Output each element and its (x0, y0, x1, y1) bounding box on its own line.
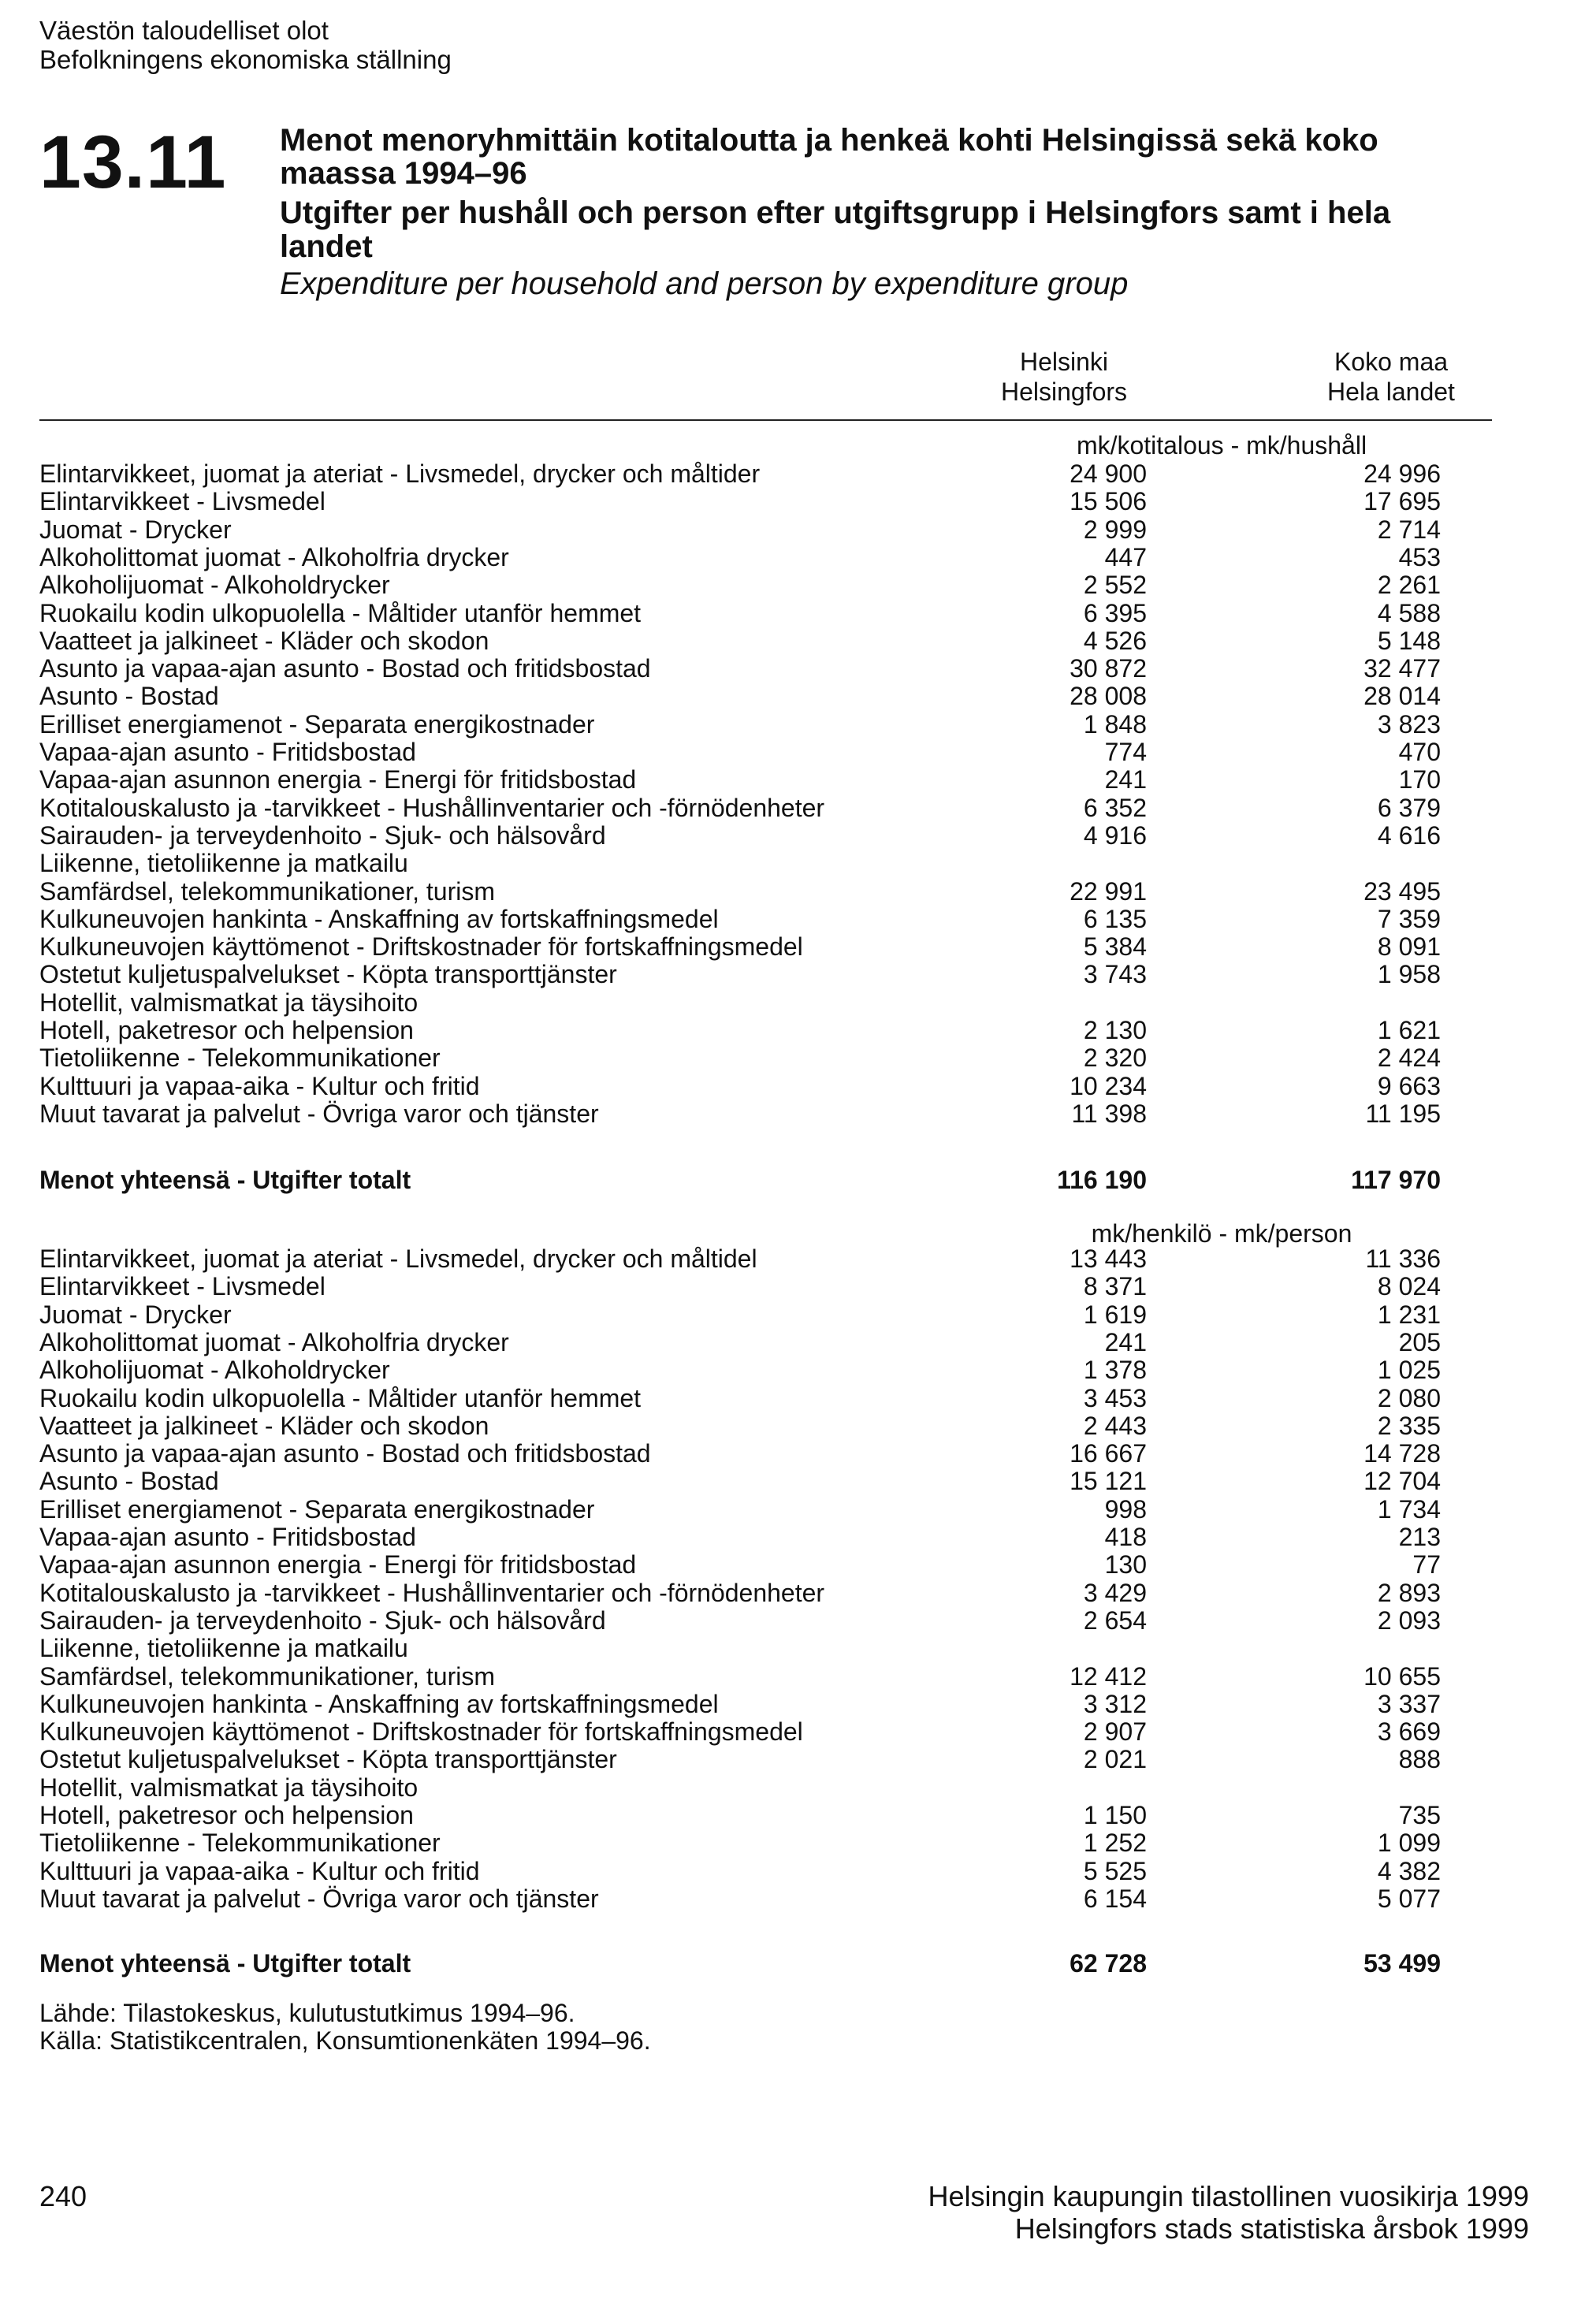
table-row (0, 571, 1596, 599)
table-row (0, 1496, 1596, 1524)
koko-maa-value: 12 704 (1363, 1467, 1441, 1496)
table-row (0, 766, 1596, 794)
column-header-helsinki-fi: Helsinki (1019, 348, 1109, 376)
table-row (0, 1100, 1596, 1128)
row-label: Alkoholittomat juomat - Alkoholfria drycker (39, 542, 509, 571)
row-label: Vapaa-ajan asunto - Fritidsbostad (39, 1523, 416, 1551)
table-row (0, 878, 1596, 906)
helsinki-value: 2 320 (1083, 1044, 1147, 1073)
helsinki-value: 2 552 (1083, 571, 1147, 600)
total-koko-maa-value: 53 499 (1363, 1949, 1441, 1978)
table-row (0, 1829, 1596, 1857)
table-row (0, 1385, 1596, 1412)
koko-maa-value: 2 424 (1377, 1044, 1441, 1073)
koko-maa-value: 470 (1398, 738, 1441, 766)
koko-maa-value: 4 588 (1377, 598, 1441, 627)
table-row (0, 683, 1596, 710)
koko-maa-value: 170 (1398, 765, 1441, 794)
helsinki-value: 418 (1104, 1523, 1147, 1551)
section-header-fi: Väestön taloudelliset olot (39, 16, 329, 45)
helsinki-value: 2 130 (1083, 1016, 1147, 1044)
helsinki-value: 2 654 (1083, 1605, 1147, 1635)
row-label: Vaatteet ja jalkineet - Kläder och skodon (39, 1411, 489, 1440)
helsinki-value: 16 667 (1070, 1439, 1147, 1468)
koko-maa-value: 1 231 (1377, 1300, 1441, 1329)
koko-maa-value: 77 (1412, 1550, 1441, 1579)
row-label: Elintarvikkeet, juomat ja ateriat - Livsmedel, drycker och måltidel (39, 1245, 757, 1273)
koko-maa-value: 3 669 (1377, 1717, 1441, 1747)
column-header-helsinki-sv: Helsingfors (1000, 378, 1128, 406)
publication-sv: Helsingfors stads statistiska årsbok 1999 (1014, 2212, 1529, 2245)
row-label: Ruokailu kodin ulkopuolella - Måltider utanför hemmet (39, 1383, 642, 1412)
row-label: Vapaa-ajan asunto - Fritidsbostad (39, 738, 416, 766)
total-row (0, 1950, 1596, 1978)
koko-maa-value: 1 025 (1377, 1356, 1441, 1385)
table-row (0, 1301, 1596, 1329)
helsinki-value: 3 453 (1083, 1383, 1147, 1412)
koko-maa-value: 205 (1398, 1327, 1441, 1356)
publication-fi: Helsingin kaupungin tilastollinen vuosikirja 1999 (928, 2180, 1529, 2212)
koko-maa-value: 735 (1398, 1801, 1441, 1829)
column-header-koko-sv: Hela landet (1327, 378, 1455, 406)
row-label: Asunto - Bostad (39, 1467, 219, 1496)
koko-maa-value: 1 734 (1377, 1494, 1441, 1524)
row-label: Asunto ja vapaa-ajan asunto - Bostad och fritidsbostad (39, 1439, 651, 1468)
row-label: Tietoliikenne - Telekommunikationer (39, 1044, 441, 1073)
row-label: Ruokailu kodin ulkopuolella - Måltider utanför hemmet (39, 598, 642, 627)
table-row (0, 1073, 1596, 1100)
row-label: Hotellit, valmismatkat ja täysihoito (39, 988, 419, 1017)
table-row (0, 1044, 1596, 1072)
koko-maa-value: 10 655 (1363, 1661, 1441, 1691)
table-row (0, 1663, 1596, 1691)
koko-maa-value: 5 148 (1377, 626, 1441, 655)
table-row (0, 460, 1596, 488)
column-header-koko-fi: Koko maa (1334, 348, 1449, 376)
koko-maa-value: 3 823 (1377, 709, 1441, 739)
row-label: Liikenne, tietoliikenne ja matkailu (39, 849, 408, 878)
helsinki-value: 6 154 (1083, 1884, 1147, 1913)
row-label: Juomat - Drycker (39, 515, 232, 544)
table-row (0, 1579, 1596, 1607)
row-label: Liikenne, tietoliikenne ja matkailu (39, 1634, 408, 1663)
row-label: Samfärdsel, telekommunikationer, turism (39, 876, 495, 906)
table-row (0, 627, 1596, 655)
table-row (0, 1691, 1596, 1718)
helsinki-value: 15 121 (1070, 1467, 1147, 1496)
total-label: Menot yhteensä - Utgifter totalt (39, 1949, 411, 1978)
table-row (0, 850, 1596, 877)
table-row (0, 794, 1596, 822)
title-fi-line1: Menot menoryhmittäin kotitaloutta ja henkeä kohti Helsingissä sekä koko (280, 123, 1378, 158)
row-label: Vaatteet ja jalkineet - Kläder och skodon (39, 626, 489, 655)
koko-maa-value: 7 359 (1377, 904, 1441, 933)
koko-maa-value: 2 261 (1377, 571, 1441, 600)
koko-maa-value: 213 (1398, 1523, 1441, 1551)
row-label: Vapaa-ajan asunnon energia - Energi för fritidsbostad (39, 765, 637, 794)
helsinki-value: 1 619 (1083, 1300, 1147, 1329)
helsinki-value: 11 398 (1071, 1099, 1147, 1128)
row-label: Ostetut kuljetuspalvelukset - Köpta transporttjänster (39, 960, 617, 989)
koko-maa-value: 11 336 (1365, 1245, 1441, 1273)
helsinki-value: 241 (1104, 765, 1147, 794)
row-label: Alkoholittomat juomat - Alkoholfria drycker (39, 1327, 509, 1356)
table-row (0, 1440, 1596, 1468)
helsinki-value: 12 412 (1070, 1661, 1147, 1691)
header-rule (39, 419, 1492, 421)
row-label: Muut tavarat ja palvelut - Övriga varor och tjänster (39, 1884, 599, 1913)
koko-maa-value: 28 014 (1363, 682, 1441, 711)
table-row (0, 488, 1596, 515)
row-label: Asunto - Bostad (39, 682, 219, 711)
helsinki-value: 6 395 (1083, 598, 1147, 627)
page-number: 240 (39, 2180, 87, 2212)
helsinki-value: 30 872 (1070, 654, 1147, 683)
row-label: Kulkuneuvojen hankinta - Anskaffning av fortskaffningsmedel (39, 1689, 719, 1718)
row-label: Elintarvikkeet, juomat ja ateriat - Livsmedel, drycker och måltider (39, 460, 761, 488)
koko-maa-value: 1 621 (1377, 1016, 1441, 1044)
table-row (0, 1017, 1596, 1044)
koko-maa-value: 4 382 (1377, 1856, 1441, 1885)
table-row (0, 1412, 1596, 1440)
helsinki-value: 1 150 (1083, 1801, 1147, 1829)
helsinki-value: 4 916 (1083, 820, 1147, 850)
title-fi-line2: maassa 1994–96 (280, 156, 527, 191)
table-row (0, 906, 1596, 933)
row-label: Tietoliikenne - Telekommunikationer (39, 1829, 441, 1858)
row-label: Kulttuuri ja vapaa-aika - Kultur och fritid (39, 1071, 480, 1100)
koko-maa-value: 2 714 (1377, 515, 1441, 544)
helsinki-value: 1 848 (1083, 709, 1147, 739)
row-label: Kotitalouskalusto ja -tarvikkeet - Hushållinventarier och -förnödenheter (39, 1578, 825, 1607)
table-row (0, 1718, 1596, 1746)
helsinki-value: 13 443 (1070, 1245, 1147, 1273)
row-label: Sairauden- ja terveydenhoito - Sjuk- och hälsovård (39, 1605, 606, 1635)
koko-maa-value: 4 616 (1377, 820, 1441, 850)
table-row (0, 1329, 1596, 1356)
row-label: Hotell, paketresor och helpension (39, 1801, 414, 1829)
row-label: Hotell, paketresor och helpension (39, 1016, 414, 1044)
row-label: Muut tavarat ja palvelut - Övriga varor och tjänster (39, 1099, 599, 1128)
table-row (0, 516, 1596, 544)
helsinki-value: 15 506 (1070, 487, 1147, 516)
table-row (0, 1774, 1596, 1802)
unit-label-person: mk/henkilö - mk/person (1091, 1219, 1352, 1248)
helsinki-value: 5 384 (1083, 932, 1147, 962)
koko-maa-value: 8 091 (1377, 932, 1441, 962)
total-koko-maa-value: 117 970 (1351, 1166, 1441, 1194)
row-label: Elintarvikkeet - Livsmedel (39, 1272, 326, 1301)
helsinki-value: 998 (1104, 1494, 1147, 1524)
table-row (0, 1245, 1596, 1273)
section-header-sv: Befolkningens ekonomiska ställning (39, 45, 452, 74)
total-helsinki-value: 62 728 (1070, 1949, 1147, 1978)
source-fi: Lähde: Tilastokeskus, kulutustutkimus 1994–96. (39, 1999, 575, 2027)
total-helsinki-value: 116 190 (1057, 1166, 1147, 1194)
row-label: Ostetut kuljetuspalvelukset - Köpta transporttjänster (39, 1745, 617, 1774)
table-row (0, 1524, 1596, 1551)
helsinki-value: 1 252 (1083, 1829, 1147, 1858)
helsinki-value: 2 443 (1083, 1411, 1147, 1440)
koko-maa-value: 1 099 (1377, 1829, 1441, 1858)
koko-maa-value: 453 (1398, 542, 1441, 571)
helsinki-value: 5 525 (1083, 1856, 1147, 1885)
table-row (0, 1468, 1596, 1495)
koko-maa-value: 14 728 (1363, 1439, 1441, 1468)
column-header-koko-maa (1308, 347, 1474, 407)
row-label: Kulkuneuvojen hankinta - Anskaffning av fortskaffningsmedel (39, 904, 719, 933)
koko-maa-value: 2 080 (1377, 1383, 1441, 1412)
table-row (0, 600, 1596, 627)
koko-maa-value: 32 477 (1363, 654, 1441, 683)
total-label: Menot yhteensä - Utgifter totalt (39, 1166, 411, 1194)
helsinki-value: 3 312 (1083, 1689, 1147, 1718)
row-label: Kulttuuri ja vapaa-aika - Kultur och fritid (39, 1856, 480, 1885)
table-row (0, 1885, 1596, 1913)
koko-maa-value: 17 695 (1363, 487, 1441, 516)
helsinki-value: 22 991 (1070, 876, 1147, 906)
source-sv: Källa: Statistikcentralen, Konsumtionenkäten 1994–96. (39, 2026, 651, 2055)
helsinki-value: 3 743 (1083, 960, 1147, 989)
title-sv-line1: Utgifter per hushåll och person efter utgiftsgrupp i Helsingfors samt i hela (280, 195, 1391, 230)
table-row (0, 989, 1596, 1017)
helsinki-value: 28 008 (1070, 682, 1147, 711)
row-label: Hotellit, valmismatkat ja täysihoito (39, 1773, 419, 1802)
helsinki-value: 447 (1104, 542, 1147, 571)
helsinki-value: 3 429 (1083, 1578, 1147, 1607)
koko-maa-value: 2 093 (1377, 1605, 1441, 1635)
helsinki-value: 2 021 (1083, 1745, 1147, 1774)
row-label: Kulkuneuvojen käyttömenot - Driftskostnader för fortskaffningsmedel (39, 932, 803, 962)
koko-maa-value: 6 379 (1377, 793, 1441, 822)
unit-label-household: mk/kotitalous - mk/hushåll (1076, 431, 1367, 460)
table-row (0, 933, 1596, 961)
koko-maa-value: 9 663 (1377, 1071, 1441, 1100)
helsinki-value: 130 (1104, 1550, 1147, 1579)
row-label: Kotitalouskalusto ja -tarvikkeet - Hushållinventarier och -förnödenheter (39, 793, 825, 822)
table-row (0, 1551, 1596, 1579)
table-number: 13.11 (39, 121, 227, 204)
koko-maa-value: 5 077 (1377, 1884, 1441, 1913)
koko-maa-value: 23 495 (1363, 876, 1441, 906)
row-label: Kulkuneuvojen käyttömenot - Driftskostnader för fortskaffningsmedel (39, 1717, 803, 1747)
row-label: Alkoholijuomat - Alkoholdrycker (39, 1356, 390, 1385)
helsinki-value: 774 (1104, 738, 1147, 766)
koko-maa-value: 888 (1398, 1745, 1441, 1774)
table-row (0, 655, 1596, 683)
helsinki-value: 10 234 (1070, 1071, 1147, 1100)
helsinki-value: 6 135 (1083, 904, 1147, 933)
helsinki-value: 6 352 (1083, 793, 1147, 822)
table-row (0, 1607, 1596, 1635)
row-label: Sairauden- ja terveydenhoito - Sjuk- och hälsovård (39, 820, 606, 850)
table-row (0, 1858, 1596, 1885)
title-en: Expenditure per household and person by expenditure group (280, 266, 1129, 301)
table-row (0, 822, 1596, 850)
table-row (0, 1356, 1596, 1384)
table-row (0, 544, 1596, 571)
koko-maa-value: 8 024 (1377, 1272, 1441, 1301)
koko-maa-value: 2 335 (1377, 1411, 1441, 1440)
table-row (0, 1635, 1596, 1662)
table-row (0, 961, 1596, 988)
koko-maa-value: 3 337 (1377, 1689, 1441, 1718)
table-row (0, 711, 1596, 739)
row-label: Vapaa-ajan asunnon energia - Energi för fritidsbostad (39, 1550, 637, 1579)
helsinki-value: 8 371 (1083, 1272, 1147, 1301)
row-label: Erilliset energiamenot - Separata energikostnader (39, 1494, 595, 1524)
table-row (0, 739, 1596, 766)
koko-maa-value: 11 195 (1365, 1099, 1441, 1128)
koko-maa-value: 2 893 (1377, 1578, 1441, 1607)
total-row (0, 1166, 1596, 1194)
helsinki-value: 2 907 (1083, 1717, 1147, 1747)
row-label: Juomat - Drycker (39, 1300, 232, 1329)
koko-maa-value: 24 996 (1363, 460, 1441, 488)
table-row (0, 1746, 1596, 1773)
row-label: Samfärdsel, telekommunikationer, turism (39, 1661, 495, 1691)
row-label: Asunto ja vapaa-ajan asunto - Bostad och fritidsbostad (39, 654, 651, 683)
helsinki-value: 24 900 (1070, 460, 1147, 488)
helsinki-value: 4 526 (1083, 626, 1147, 655)
helsinki-value: 2 999 (1083, 515, 1147, 544)
koko-maa-value: 1 958 (1377, 960, 1441, 989)
helsinki-value: 241 (1104, 1327, 1147, 1356)
helsinki-value: 1 378 (1083, 1356, 1147, 1385)
row-label: Alkoholijuomat - Alkoholdrycker (39, 571, 390, 600)
table-row (0, 1802, 1596, 1829)
row-label: Erilliset energiamenot - Separata energikostnader (39, 709, 595, 739)
column-header-helsinki (985, 347, 1143, 407)
title-sv-line2: landet (280, 229, 373, 264)
table-row (0, 1273, 1596, 1300)
row-label: Elintarvikkeet - Livsmedel (39, 487, 326, 516)
